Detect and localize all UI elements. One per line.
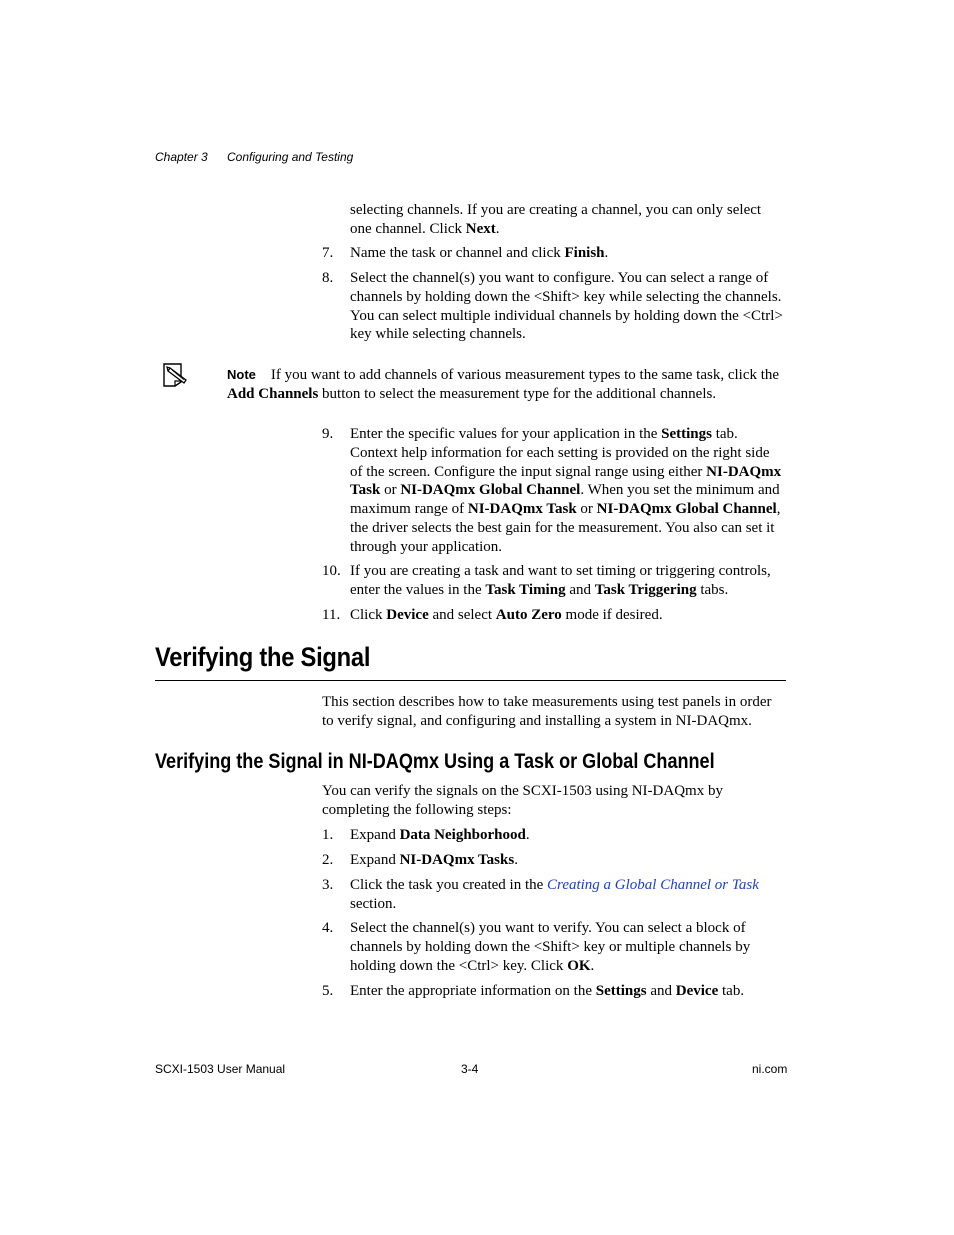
footer-website: ni.com	[752, 1062, 788, 1076]
creating-global-channel-link[interactable]: Creating a Global Channel or Task	[547, 877, 759, 893]
step-number: 2.	[322, 852, 334, 868]
step-number: 7.	[322, 245, 334, 261]
step-number: 8.	[322, 270, 334, 286]
continuation-paragraph: selecting channels. If you are creating a channel, you can only select one channel. Click Next.	[350, 202, 762, 237]
footer-page-number: 3-4	[461, 1062, 479, 1076]
note-paragraph: Note If you want to add channels of various measurement types to the same task, click the Add Channels button to select the measurement type for the additional channels.	[227, 367, 780, 402]
step-b5-text: Enter the appropriate information on the Settings and Device tab.	[350, 983, 745, 999]
note-label: Note	[227, 367, 256, 382]
step-10-text: If you are creating a task and want to set timing or triggering controls, enter the values in the Task Timing and Task Triggering tabs.	[350, 563, 771, 598]
step-8-text: Select the channel(s) you want to configure. You can select a range of channels by holding down the <Shift> key while selecting the channels. You can select multiple individual channels by holding down the <Ctrl> key while selecting channels.	[350, 270, 783, 343]
step-b4-text: Select the channel(s) you want to verify. You can select a block of channels by holding down the <Shift> key or multiple channels by holding down the <Ctrl> key. Click OK.	[350, 920, 751, 974]
step-7-text: Name the task or channel and click Finish.	[350, 245, 609, 261]
step-b3-text: Click the task you created in the Creating a Global Channel or Task section.	[350, 877, 759, 912]
step-b1-text: Expand Data Neighborhood.	[350, 827, 530, 843]
section-divider	[155, 680, 786, 681]
step-number: 3.	[322, 877, 334, 893]
step-number: 1.	[322, 827, 334, 843]
footer-manual-title: SCXI-1503 User Manual	[155, 1062, 286, 1076]
subsection-heading: Verifying the Signal in NI-DAQmx Using a Task or Global Channel	[155, 750, 715, 773]
header-title: Configuring and Testing	[227, 150, 354, 164]
subsection-intro: You can verify the signals on the SCXI-1503 using NI-DAQmx by completing the following steps:	[322, 783, 723, 818]
section-heading: Verifying the Signal	[155, 642, 371, 672]
step-11-text: Click Device and select Auto Zero mode if desired.	[350, 607, 663, 623]
header-chapter: Chapter 3	[155, 150, 208, 164]
note-pencil-icon	[162, 362, 190, 388]
step-b2-text: Expand NI-DAQmx Tasks.	[350, 852, 518, 868]
section-intro: This section describes how to take measurements using test panels in order to verify signal, and configuring and installing a system in NI-DAQmx.	[322, 694, 772, 729]
step-number: 10.	[322, 563, 341, 579]
step-number: 9.	[322, 426, 334, 442]
step-number: 5.	[322, 983, 334, 999]
step-number: 4.	[322, 920, 334, 936]
step-number: 11.	[322, 607, 341, 623]
step-9-text: Enter the specific values for your application in the Settings tab. Context help information for each setting is provided on the right side of the screen. Configure the input signal range using either NI-DAQmx Task or NI-DAQmx Global Channel. When you set the minimum and maximum range of NI-DAQmx Task or NI-DAQmx Global Channel, the driver selects the best gain for the measurement. You also can set it through your application.	[350, 426, 782, 555]
